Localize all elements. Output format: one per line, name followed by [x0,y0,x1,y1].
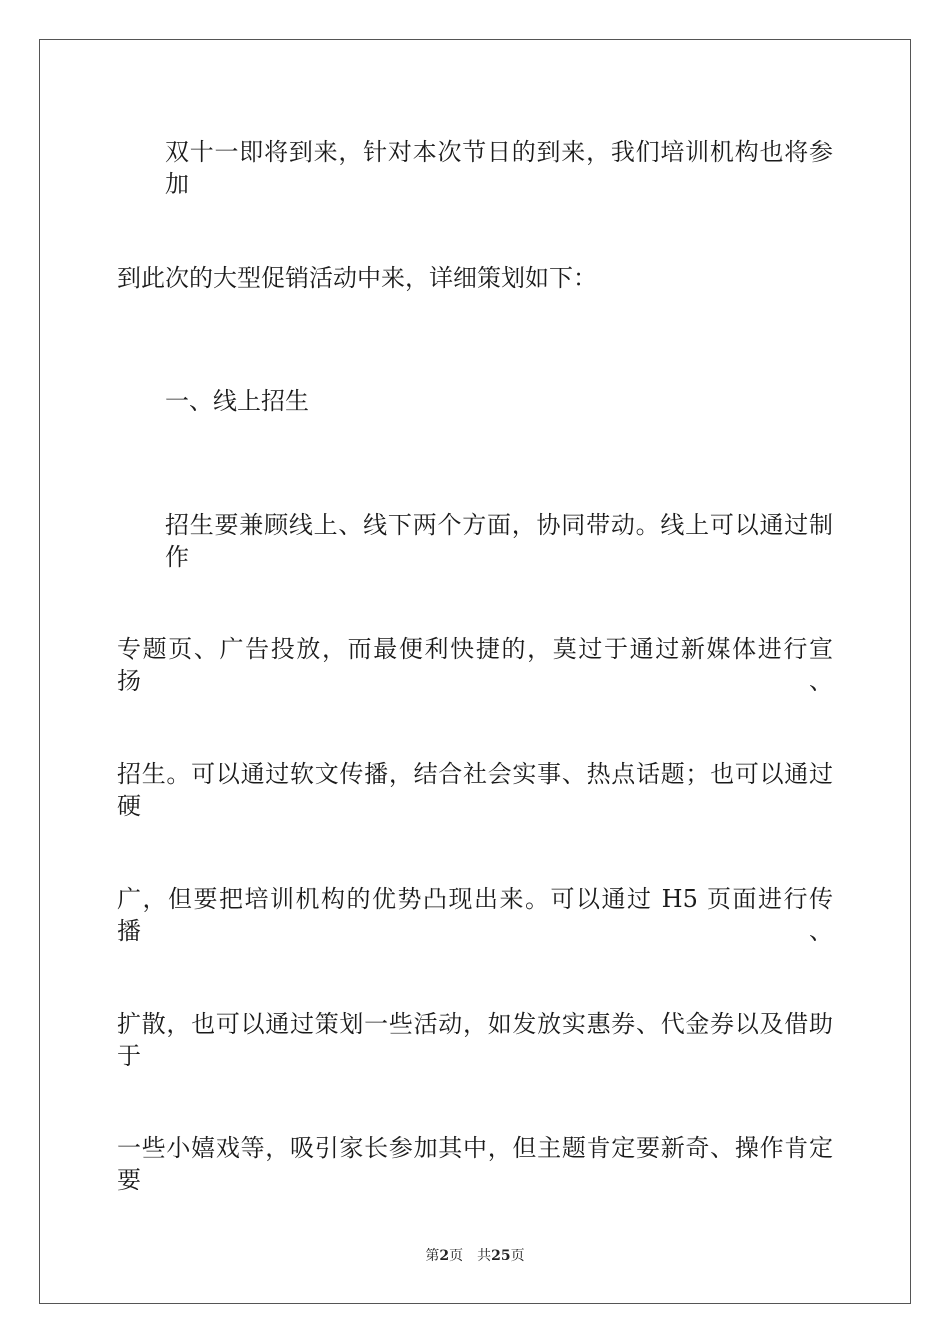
section-heading: 一、线上招生 [165,387,309,415]
total-pages-number: 25 [491,1248,511,1264]
paragraph-2-line-2: 专题页、广告投放，而最便利快捷的，莫过于通过新媒体进行宣扬、 [117,635,833,695]
paragraph-2-line-1: 招生要兼顾线上、线下两个方面，协同带动。线上可以通过制作 [165,511,833,571]
paragraph-2-line-3: 招生。可以通过软文传播，结合社会实事、热点话题；也可以通过硬 [117,760,833,820]
paragraph-2-line-6: 一些小嬉戏等，吸引家长参加其中，但主题肯定要新奇、操作肯定要 [117,1134,833,1194]
footer-total-prefix: 共 [477,1248,492,1264]
footer-prefix: 第 [425,1248,440,1264]
paragraph-2-line-5: 扩散，也可以通过策划一些活动，如发放实惠券、代金券以及借助于 [117,1010,833,1070]
footer-total-unit: 页 [510,1248,525,1264]
page-footer [0,1247,950,1265]
paragraph-1-line-1: 双十一即将到来，针对本次节日的到来，我们培训机构也将参加 [165,138,833,198]
footer-page-unit: 页 [449,1248,464,1264]
current-page-number: 2 [439,1248,450,1264]
paragraph-2-line-4: 广，但要把培训机构的优势凸现出来。可以通过 H5 页面进行传播、 [117,885,833,945]
paragraph-1-line-2: 到此次的大型促销活动中来，详细策划如下： [117,264,597,292]
